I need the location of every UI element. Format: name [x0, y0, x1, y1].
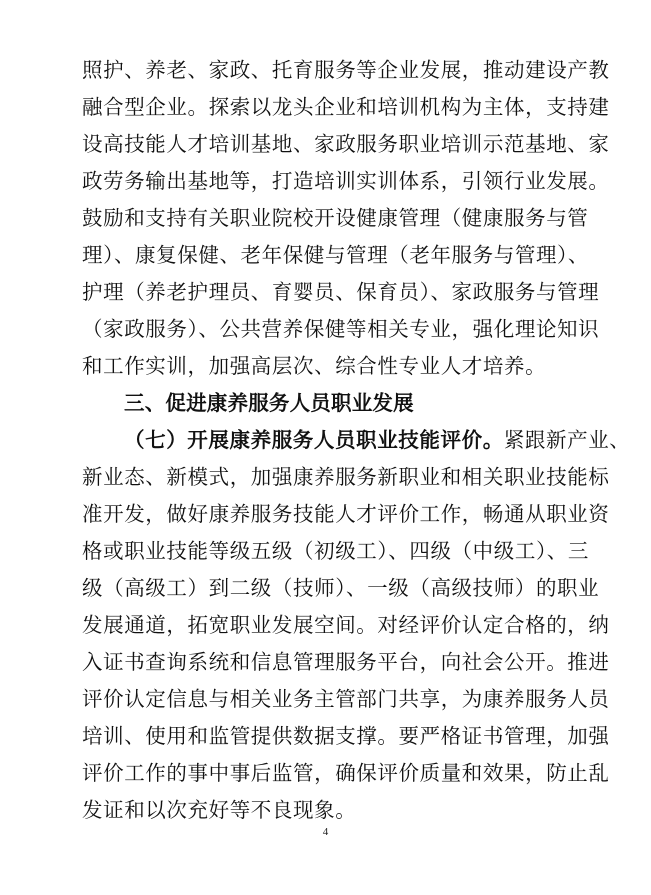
body-text-line: 发证和以次充好等不良现象。 — [82, 798, 357, 822]
body-text-line: 和工作实训，加强高层次、综合性专业人才培养。 — [82, 354, 547, 378]
body-text-line: 照护、养老、家政、托育服务等企业发展，推动建设产教 — [82, 58, 610, 82]
body-text-line: 政劳务输出基地等，打造培训实训体系，引领行业发展。 — [82, 169, 610, 193]
body-text-line: 格或职业技能等级五级（初级工）、四级（中级工）、三 — [82, 539, 589, 563]
body-text-run: 紧跟新产业、 — [503, 428, 631, 452]
body-text-line: 级（高级工）到二级（技师）、一级（高级技师）的职业 — [82, 576, 600, 600]
page-number: 4 — [322, 826, 329, 838]
body-text-line: （家政服务）、公共营养保健等相关专业，强化理论知识 — [82, 317, 600, 341]
body-text-line: 融合型企业。探索以龙头企业和培训机构为主体，支持建 — [82, 95, 610, 119]
body-text-line: 发展通道，拓宽职业发展空间。对经评价认定合格的，纳 — [82, 613, 610, 637]
subsection-title: （七）开展康养服务人员职业技能评价。 — [124, 428, 504, 452]
body-text-line: 入证书查询系统和信息管理服务平台，向社会公开。推进 — [82, 650, 610, 674]
body-text-line: 设高技能人才培训基地、家政服务职业培训示范基地、家 — [82, 132, 610, 156]
paragraph-first-line — [124, 422, 630, 458]
body-text-line: 新业态、新模式，加强康养服务新职业和相关职业技能标 — [82, 465, 610, 489]
body-text-line: 评价工作的事中事后监管，确保评价质量和效果，防止乱 — [82, 761, 610, 785]
body-text-line: 鼓励和支持有关职业院校开设健康管理（健康服务与管 — [82, 206, 589, 230]
body-text-line: 准开发，做好康养服务技能人才评价工作，畅通从职业资 — [82, 502, 610, 526]
section-heading: 三、促进康养服务人员职业发展 — [124, 391, 414, 415]
body-text-line: 理）、康复保健、老年保健与管理（老年服务与管理）、 — [82, 243, 589, 267]
body-text-line: 培训、使用和监管提供数据支撑。要严格证书管理，加强 — [82, 724, 610, 748]
body-text-line: 护理（养老护理员、育婴员、保育员）、家政服务与管理 — [82, 280, 600, 304]
body-text-line: 评价认定信息与相关业务主管部门共享，为康养服务人员 — [82, 687, 610, 711]
